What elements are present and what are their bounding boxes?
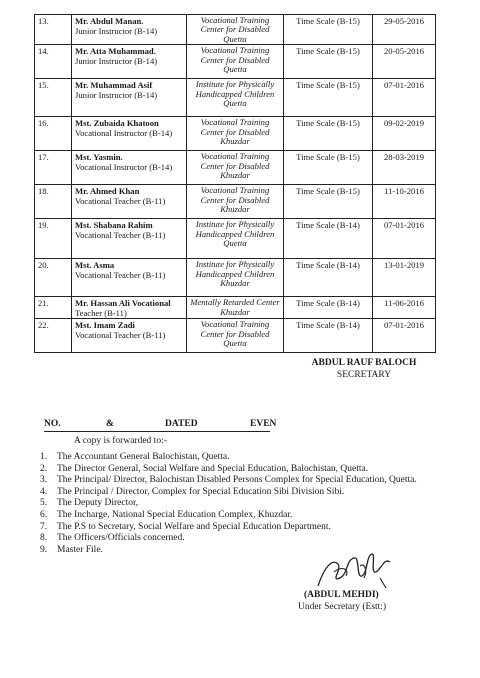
copy-number: 1. — [40, 452, 48, 462]
handwritten-signature — [310, 548, 400, 594]
official-name: Mr. Abdul Manan. — [75, 16, 144, 26]
name-cell — [72, 45, 187, 79]
institution-cell: Institute for Physically Handicapped Children Khuzdar — [187, 259, 284, 297]
serial-cell: 18. — [35, 185, 72, 219]
scale-cell: Time Scale (B-14) — [284, 319, 373, 353]
ref-even: EVEN — [250, 419, 277, 429]
copy-text: The Incharge, National Special Education Complex, Khuzdar. — [57, 509, 293, 520]
official-designation: Junior Instructor (B-14) — [75, 26, 158, 36]
serial-cell: 22. — [35, 319, 72, 353]
copy-text: The P.S to Secretary, Social Welfare and Special Education Department. — [57, 521, 331, 532]
institution-cell: Vocational Training Center for Disabled Khuzdar — [187, 117, 284, 151]
official-name: Mst. Zubaida Khatoon — [75, 118, 159, 129]
institution-cell: Vocational Training Center for Disabled Quetta — [187, 319, 284, 353]
copy-item — [40, 510, 420, 522]
table-row — [35, 297, 436, 319]
scale-cell: Time Scale (B-14) — [284, 259, 373, 297]
secretary-designation: SECRETARY — [336, 370, 392, 380]
table-row — [35, 219, 436, 259]
institution-cell: Institute for Physically Handicapped Children Quetta — [187, 219, 284, 259]
date-cell: 20-05-2016 — [373, 45, 436, 79]
copy-item — [40, 487, 420, 499]
scale-cell: Time Scale (B-15) — [284, 15, 373, 45]
copy-text: The Accountant General Balochistan, Quetta. — [57, 452, 230, 462]
institution-cell: Vocational Training Center for Disabled Quetta — [187, 15, 284, 45]
copy-item — [40, 533, 420, 545]
copy-item — [40, 475, 420, 487]
officials-table — [34, 14, 436, 353]
ref-amp: & — [106, 419, 114, 429]
scale-cell: Time Scale (B-15) — [284, 151, 373, 185]
official-designation: Vocational Instructor (B-14) — [75, 128, 173, 139]
serial-cell: 20. — [35, 259, 72, 297]
official-name: Mr. Hassan Ali Vocational — [75, 298, 171, 309]
copy-number: 5. — [40, 498, 48, 509]
official-designation: Junior Instructor (B-14) — [75, 56, 158, 67]
table-row — [35, 15, 436, 45]
secretary-signature-block — [294, 357, 434, 381]
official-designation: Vocational Instructor (B-14) — [75, 162, 173, 173]
copy-number: 7. — [40, 521, 48, 532]
under-secretary-signature-block — [286, 548, 436, 614]
official-designation: Vocational Teacher (B-11) — [75, 230, 166, 241]
date-cell: 07-01-2016 — [373, 219, 436, 259]
copy-number: 3. — [40, 475, 48, 486]
institution-cell: Vocational Training Center for Disabled Khuzdar — [187, 185, 284, 219]
official-name: Mr. Ahmed Khan — [75, 186, 140, 197]
official-name: Mr. Atta Muhammad. — [75, 46, 156, 57]
forward-text: A copy is forwarded to:- — [74, 436, 167, 446]
serial-cell: 16. — [35, 117, 72, 151]
reference-line — [44, 419, 284, 431]
institution-cell: Vocational Training Center for Disabled Quetta — [187, 45, 284, 79]
official-designation: Vocational Teacher (B-11) — [75, 270, 166, 281]
under-secretary-designation: Under Secretary (Estt:) — [298, 602, 387, 612]
table-row — [35, 151, 436, 185]
scale-cell: Time Scale (B-15) — [284, 117, 373, 151]
official-name: Mr. Muhammad Asif — [75, 80, 153, 91]
serial-cell: 14. — [35, 45, 72, 79]
scale-cell: Time Scale (B-14) — [284, 219, 373, 259]
copy-item — [40, 452, 420, 464]
serial-cell: 15. — [35, 79, 72, 117]
official-name: Mst. Asma — [75, 260, 115, 271]
name-cell — [72, 319, 187, 353]
copy-number: 4. — [40, 486, 48, 497]
institution-cell: Vocational Training Center for Disabled Khuzdar — [187, 151, 284, 185]
official-designation: Teacher (B-11) — [75, 308, 127, 319]
date-cell: 13-01-2019 — [373, 259, 436, 297]
serial-cell: 19. — [35, 219, 72, 259]
table-row — [35, 259, 436, 297]
secretary-name: ABDUL RAUF BALOCH — [311, 358, 417, 368]
table-row — [35, 319, 436, 353]
copy-number: 9. — [40, 544, 48, 555]
scale-cell: Time Scale (B-15) — [284, 79, 373, 117]
ref-dated: DATED — [165, 419, 198, 429]
date-cell: 29-05-2016 — [373, 15, 436, 45]
copy-text: The Principal/ Director, Balochistan Disabled Persons Complex for Special Education, Quetta. — [57, 475, 417, 486]
name-cell — [72, 151, 187, 185]
date-cell: 11-06-2016 — [373, 297, 436, 319]
scale-cell: Time Scale (B-14) — [284, 297, 373, 319]
name-cell — [72, 219, 187, 259]
serial-cell: 21. — [35, 297, 72, 319]
copy-number: 8. — [40, 533, 48, 544]
serial-cell: 17. — [35, 151, 72, 185]
copy-text: The Deputy Director, — [57, 498, 139, 509]
name-cell — [72, 79, 187, 117]
date-cell: 11-10-2016 — [373, 185, 436, 219]
date-cell: 09-02-2019 — [373, 117, 436, 151]
official-name: Mst. Imam Zadi — [75, 320, 135, 331]
official-designation: Vocational Teacher (B-11) — [75, 196, 166, 207]
table-row — [35, 45, 436, 79]
institution-cell: Mentally Retarded Center Khuzdar — [187, 297, 284, 319]
name-cell — [72, 15, 187, 45]
institution-cell: Institute for Physically Handicapped Children Quetta — [187, 79, 284, 117]
official-name: Mst. Yasmin. — [75, 152, 123, 163]
copy-number: 2. — [40, 463, 48, 474]
copy-text: Master File. — [57, 544, 103, 555]
copy-item — [40, 464, 420, 476]
under-secretary-name: (ABDUL MEHDI) — [304, 590, 379, 600]
name-cell — [72, 259, 187, 297]
copy-text: The Officers/Officials concerned. — [57, 533, 185, 544]
name-cell — [72, 117, 187, 151]
copy-text: The Director General, Social Welfare and Special Education, Balochistan, Quetta. — [57, 463, 369, 474]
date-cell: 07-01-2016 — [373, 79, 436, 117]
ref-underline — [44, 431, 270, 432]
copy-list — [40, 452, 420, 556]
scale-cell: Time Scale (B-15) — [284, 185, 373, 219]
copy-item — [40, 498, 420, 510]
table-row — [35, 117, 436, 151]
table-row — [35, 185, 436, 219]
official-designation: Vocational Teacher (B-11) — [75, 330, 166, 341]
date-cell: 28-03-2019 — [373, 151, 436, 185]
ref-no: NO. — [44, 419, 61, 429]
official-designation: Junior Instructor (B-14) — [75, 90, 158, 101]
copy-item — [40, 522, 420, 534]
copy-number: 6. — [40, 509, 48, 520]
table-row — [35, 79, 436, 117]
date-cell: 07-01-2016 — [373, 319, 436, 353]
name-cell — [72, 297, 187, 319]
name-cell — [72, 185, 187, 219]
scale-cell: Time Scale (B-15) — [284, 45, 373, 79]
serial-cell: 13. — [35, 15, 72, 45]
copy-text: The Principal / Director, Complex for Special Education Sibi Division Sibi. — [57, 486, 345, 497]
official-name: Mst. Shabana Rahim — [75, 220, 153, 231]
